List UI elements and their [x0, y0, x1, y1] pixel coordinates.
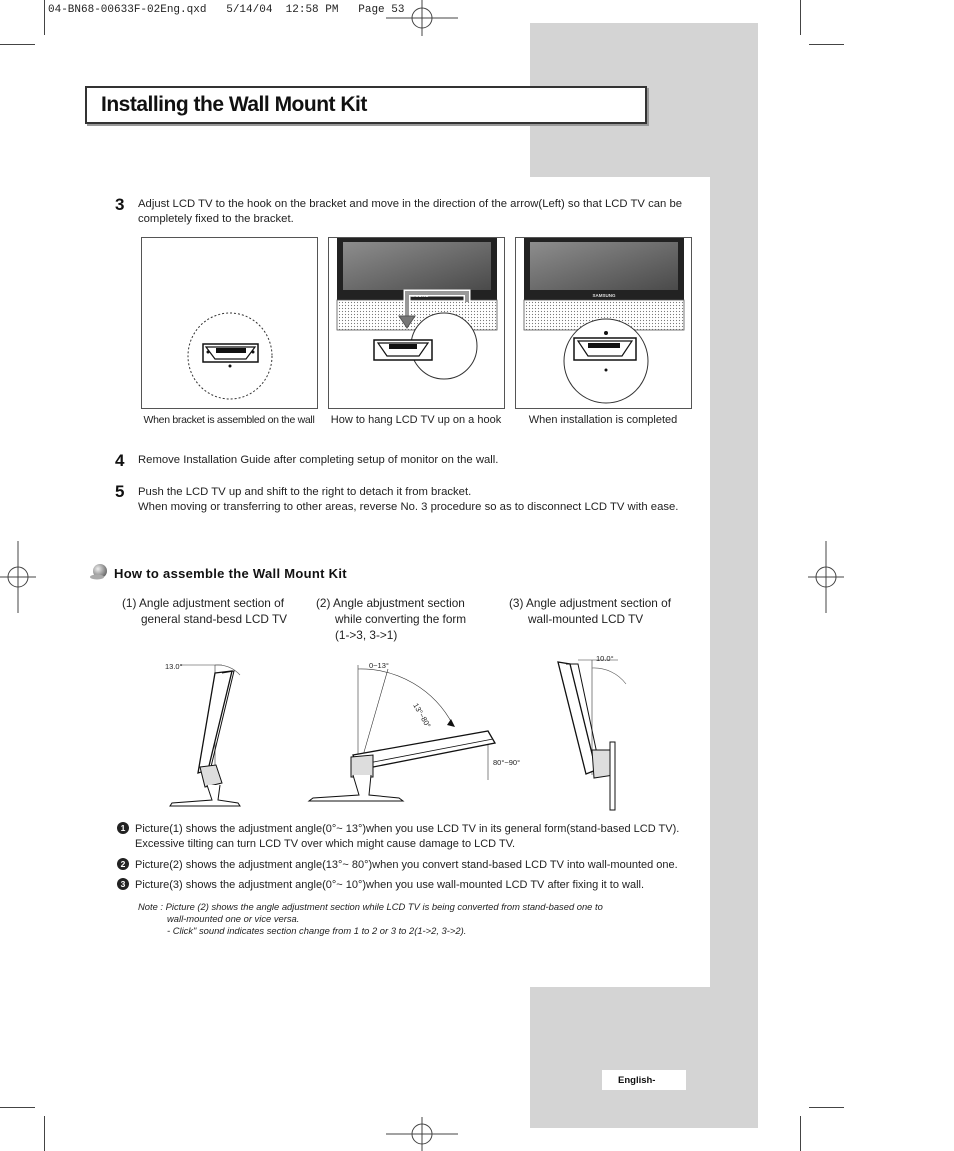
bullet-marker: 3	[117, 878, 129, 890]
bullet-marker: 1	[117, 822, 129, 834]
bullet-text: Excessive tilting can turn LCD TV over which might cause damage to LCD TV.	[135, 838, 516, 850]
column-line: (3) Angle adjustment section of	[509, 596, 671, 610]
figure-caption: When installation is completed	[528, 414, 678, 426]
crop-mark	[0, 44, 35, 45]
note-line: Note : Picture (2) shows the angle adjustment section while LCD TV is being converted from stand-based one to	[138, 901, 603, 912]
step-number: 4	[115, 451, 125, 470]
crop-mark	[0, 1107, 35, 1108]
angle-label: 80°~90°	[493, 758, 521, 767]
title-box	[85, 86, 647, 124]
footer-language: English-	[618, 1075, 656, 1086]
tv-installed-illustration	[516, 238, 691, 408]
angle-diagram-converting	[303, 655, 523, 805]
side-band	[530, 987, 758, 1128]
tv-hook-illustration	[329, 238, 504, 408]
brand-label: SAMSUNG	[592, 293, 616, 298]
angle-diagram-stand	[160, 655, 280, 810]
angle-section-text	[316, 595, 466, 643]
registration-mark-bottom	[386, 1117, 458, 1151]
note-block	[138, 901, 698, 937]
bullet-text: Picture(3) shows the adjustment angle(0°~ 10°)when you use wall-mounted LCD TV after fixing it to wall.	[135, 879, 645, 891]
step-text: When moving or transferring to other areas, reverse No. 3 procedure so as to disconnect LCD TV with ease.	[138, 501, 679, 513]
angle-label: 13°~80°	[411, 701, 433, 730]
bracket-illustration	[142, 238, 317, 408]
angle-label: 13.0°	[165, 662, 183, 671]
crop-mark	[809, 44, 844, 45]
step-number: 3	[115, 195, 125, 214]
angle-diagram-wall	[548, 650, 638, 812]
step-text: Adjust LCD TV to the hook on the bracket and move in the direction of the arrow(Left) so that LCD TV can be completely fixed to the bracket.	[138, 198, 683, 225]
crop-mark	[44, 0, 45, 35]
bullet-marker: 2	[117, 858, 129, 870]
registration-mark-top	[386, 0, 458, 36]
crop-mark	[809, 1107, 844, 1108]
side-band	[710, 177, 758, 987]
globe-icon	[89, 563, 109, 581]
registration-mark-left	[0, 541, 36, 613]
column-line: general stand-besd LCD TV	[141, 612, 288, 626]
crop-mark	[44, 1116, 45, 1151]
column-line: (2) Angle abjustment section	[316, 596, 465, 610]
angle-section-text	[122, 595, 287, 627]
crop-mark	[800, 1116, 801, 1151]
step-number: 5	[115, 482, 125, 501]
column-line: while converting the form	[335, 612, 467, 626]
figure-hang-on-hook	[328, 237, 505, 409]
column-line: (1->3, 3->1)	[335, 628, 398, 642]
brand-label: SAMSUNG	[405, 293, 429, 298]
file-header: 04-BN68-00633F-02Eng.qxd 5/14/04 12:58 PM Page 53	[48, 4, 405, 16]
column-line: (1) Angle adjustment section of	[122, 596, 284, 610]
step-text: Push the LCD TV up and shift to the right to detach it from bracket.	[138, 486, 472, 498]
figure-caption: How to hang LCD TV up on a hook	[330, 414, 502, 426]
registration-mark-right	[808, 541, 844, 613]
figure-bracket-on-wall	[141, 237, 318, 409]
page-title: Installing the Wall Mount Kit	[101, 93, 367, 116]
bullet-text: Picture(2) shows the adjustment angle(13°~ 80°)when you convert stand-based LCD TV into wall-mounted one.	[135, 859, 678, 871]
angle-label: 10.0°	[596, 654, 614, 663]
note-line: - Click" sound indicates section change from 1 to 2 or 3 to 2(1->2, 3->2).	[167, 925, 467, 936]
page-footer-tab	[602, 1070, 686, 1090]
bullet-text: Picture(1) shows the adjustment angle(0°~ 13°)when you use LCD TV in its general form(stand-based LCD TV).	[135, 823, 680, 835]
figure-caption: When bracket is assembled on the wall	[143, 414, 315, 426]
angle-label: 0~13°	[369, 661, 389, 670]
column-line: wall-mounted LCD TV	[528, 612, 644, 626]
angle-section-text	[509, 595, 671, 627]
figure-installation-complete	[515, 237, 692, 409]
note-line: wall-mounted one or vice versa.	[167, 913, 300, 924]
step-text: Remove Installation Guide after completing setup of monitor on the wall.	[138, 454, 499, 466]
crop-mark	[800, 0, 801, 35]
section-heading: How to assemble the Wall Mount Kit	[114, 566, 347, 581]
